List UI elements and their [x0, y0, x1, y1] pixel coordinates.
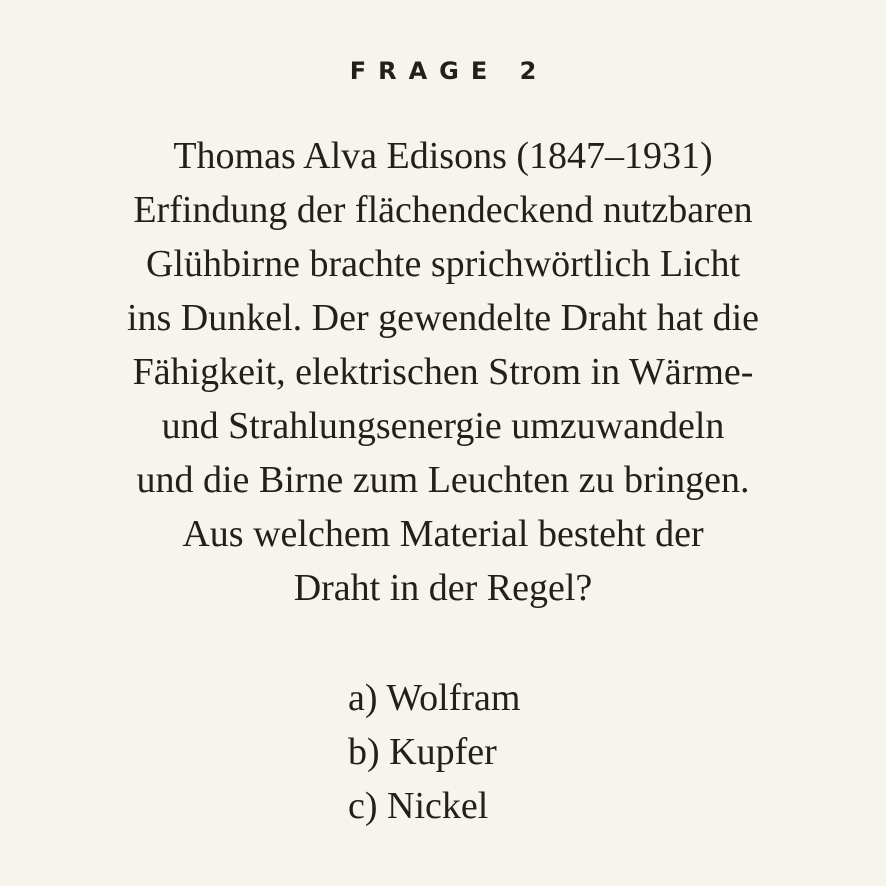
question-line: Fähigkeit, elektrischen Strom in Wärme-: [132, 351, 754, 393]
answer-option-a: a) Wolfram: [348, 677, 521, 719]
question-line: Erfindung der flächendeckend nutzbaren: [133, 189, 753, 231]
question-line: und Strahlungsenergie umzuwandeln: [161, 405, 725, 447]
answer-option-c: c) Nickel: [348, 785, 489, 827]
question-line: Glühbirne brachte sprichwörtlich Licht: [145, 243, 741, 285]
question-number-label: FRAGE 2: [349, 57, 549, 85]
question-text: [0, 129, 886, 615]
question-line: und die Birne zum Leuchten zu bringen.: [136, 459, 750, 501]
answer-options: [348, 671, 520, 833]
question-line: ins Dunkel. Der gewendelte Draht hat die: [126, 297, 760, 339]
question-line: Aus welchem Material besteht der: [182, 513, 704, 555]
answer-option-b: b) Kupfer: [348, 731, 497, 773]
question-line: Draht in der Regel?: [293, 567, 593, 609]
question-line: Thomas Alva Edisons (1847–1931): [173, 135, 713, 177]
